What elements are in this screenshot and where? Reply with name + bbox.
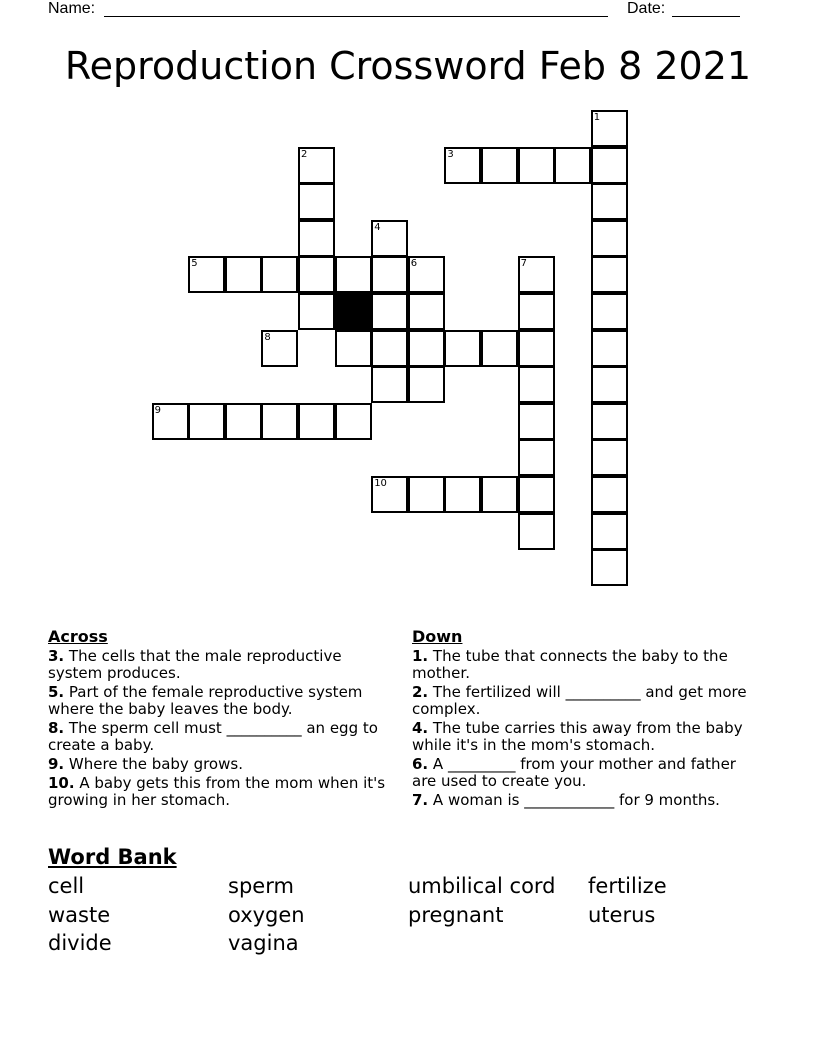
clue-number: 9. <box>48 755 65 773</box>
word-bank-item: pregnant <box>408 902 504 927</box>
clue-number: 8 <box>264 331 271 343</box>
word-bank <box>48 872 768 958</box>
down-clue <box>412 648 762 682</box>
across-clue <box>48 720 398 754</box>
grid-cell[interactable] <box>591 256 628 293</box>
grid-cell[interactable] <box>481 147 518 184</box>
across-heading: Across <box>48 627 108 646</box>
grid-cell[interactable] <box>408 366 445 403</box>
grid-cell[interactable] <box>518 256 555 293</box>
grid-cell[interactable] <box>298 183 335 220</box>
clue-number: 10. <box>48 774 75 792</box>
grid-cell[interactable] <box>225 403 262 440</box>
clue-number: 4 <box>374 221 381 233</box>
down-heading: Down <box>412 627 463 646</box>
clue-number: 4. <box>412 719 429 737</box>
across-clues <box>48 628 398 811</box>
clue-number: 3. <box>48 647 65 665</box>
clue-number: 7. <box>412 791 429 809</box>
grid-cell[interactable] <box>444 476 481 513</box>
word-bank-item: sperm <box>228 874 294 898</box>
grid-cell[interactable] <box>408 293 445 330</box>
clue-number: 7 <box>520 258 527 270</box>
grid-cell[interactable] <box>225 256 262 293</box>
date-label: Date: <box>627 0 666 17</box>
word-bank-item: fertilize <box>588 874 667 898</box>
grid-cell[interactable] <box>371 220 408 257</box>
grid-cell[interactable] <box>444 330 481 367</box>
down-clue <box>412 792 762 809</box>
down-clues <box>412 628 762 811</box>
word-bank-item: oxygen <box>228 902 305 927</box>
word-bank-item: vagina <box>228 931 299 955</box>
grid-cell[interactable] <box>591 439 628 476</box>
clue-number: 5 <box>191 258 198 270</box>
grid-cell[interactable] <box>481 330 518 367</box>
grid-cell[interactable] <box>298 220 335 257</box>
grid-cell[interactable] <box>408 256 445 293</box>
across-clue <box>48 756 398 773</box>
grid-cell[interactable] <box>591 513 628 550</box>
grid-cell[interactable] <box>591 549 628 586</box>
clue-text: The tube carries this away from the baby while it's in the mom's stomach. <box>412 719 743 754</box>
grid-cell[interactable] <box>371 293 408 330</box>
name-label: Name: <box>48 0 96 17</box>
grid-cell[interactable] <box>518 513 555 550</box>
grid-cell[interactable] <box>261 256 298 293</box>
word-bank-item: umbilical cord <box>408 874 556 898</box>
grid-cell[interactable] <box>554 147 591 184</box>
word-bank-item: waste <box>48 902 111 927</box>
grid-cell[interactable] <box>591 403 628 440</box>
clue-number: 5. <box>48 683 65 701</box>
grid-cell[interactable] <box>518 439 555 476</box>
across-clue <box>48 775 398 809</box>
clue-text: A woman is ____________ for 9 months. <box>428 791 720 809</box>
grid-cell[interactable] <box>188 403 225 440</box>
grid-cell[interactable] <box>518 476 555 513</box>
grid-cell[interactable] <box>518 403 555 440</box>
grid-cell[interactable] <box>591 147 628 184</box>
grid-cell[interactable] <box>371 366 408 403</box>
clue-text: Part of the female reproductive system where the baby leaves the body. <box>48 683 363 718</box>
grid-cell[interactable] <box>298 147 335 184</box>
page-title: Reproduction Crossword Feb 8 2021 <box>64 44 752 88</box>
grid-cell[interactable] <box>371 476 408 513</box>
clue-number: 2. <box>412 683 429 701</box>
clue-number: 6. <box>412 755 429 773</box>
clue-number: 3 <box>447 148 454 160</box>
across-clue <box>48 684 398 718</box>
word-bank-heading: Word Bank <box>48 845 177 869</box>
clue-number: 8. <box>48 719 65 737</box>
grid-cell[interactable] <box>335 256 372 293</box>
grid-cell[interactable] <box>408 330 445 367</box>
down-clue <box>412 756 762 790</box>
grid-cell[interactable] <box>591 366 628 403</box>
clue-text: Where the baby grows. <box>64 755 243 773</box>
clue-number: 9 <box>154 404 161 416</box>
clue-number: 1 <box>593 112 601 123</box>
grid-cell[interactable] <box>444 147 481 184</box>
clue-number: 6 <box>410 258 418 270</box>
grid-cell[interactable] <box>591 476 628 513</box>
grid-cell[interactable] <box>152 403 189 440</box>
grid-cell[interactable] <box>298 293 335 330</box>
grid-cell[interactable] <box>335 330 372 367</box>
grid-cell[interactable] <box>591 330 628 367</box>
down-clue <box>412 720 762 754</box>
clue-text: The cells that the male reproductive system produces. <box>48 647 342 682</box>
grid-cell[interactable] <box>518 147 555 184</box>
grid-cell[interactable] <box>591 293 628 330</box>
word-bank-item: uterus <box>588 902 656 927</box>
clue-number: 2 <box>301 148 308 160</box>
word-bank-item: cell <box>48 874 85 898</box>
grid-cell[interactable] <box>261 330 298 367</box>
grid-cell[interactable] <box>481 476 518 513</box>
grid-cell[interactable] <box>518 293 555 330</box>
grid-cell[interactable] <box>371 256 408 293</box>
word-bank-item: divide <box>48 931 112 955</box>
clue-text: The tube that connects the baby to the mother. <box>412 647 728 682</box>
clue-text: The fertilized will __________ and get more complex. <box>412 683 747 718</box>
grid-cell[interactable] <box>298 403 335 440</box>
grid-cell[interactable] <box>518 366 555 403</box>
clue-number: 1. <box>412 647 429 665</box>
grid-cell[interactable] <box>261 403 298 440</box>
grid-cell[interactable] <box>591 220 628 257</box>
grid-cell[interactable] <box>518 330 555 367</box>
clue-number: 10 <box>374 478 387 489</box>
grid-cell[interactable] <box>188 256 225 293</box>
clue-text: The sperm cell must __________ an egg to create a baby. <box>48 719 378 754</box>
clue-text: A _________ from your mother and father are used to create you. <box>412 755 736 790</box>
grid-cell[interactable] <box>298 256 335 293</box>
grid-cell[interactable] <box>335 403 372 440</box>
grid-cell[interactable] <box>371 330 408 367</box>
grid-cell[interactable] <box>591 183 628 220</box>
down-clue <box>412 684 762 718</box>
grid-cell[interactable] <box>408 476 445 513</box>
black-cell <box>335 293 372 330</box>
across-clue <box>48 648 398 682</box>
clue-text: A baby gets this from the mom when it's growing in her stomach. <box>48 774 386 809</box>
grid-cell[interactable] <box>591 110 628 147</box>
